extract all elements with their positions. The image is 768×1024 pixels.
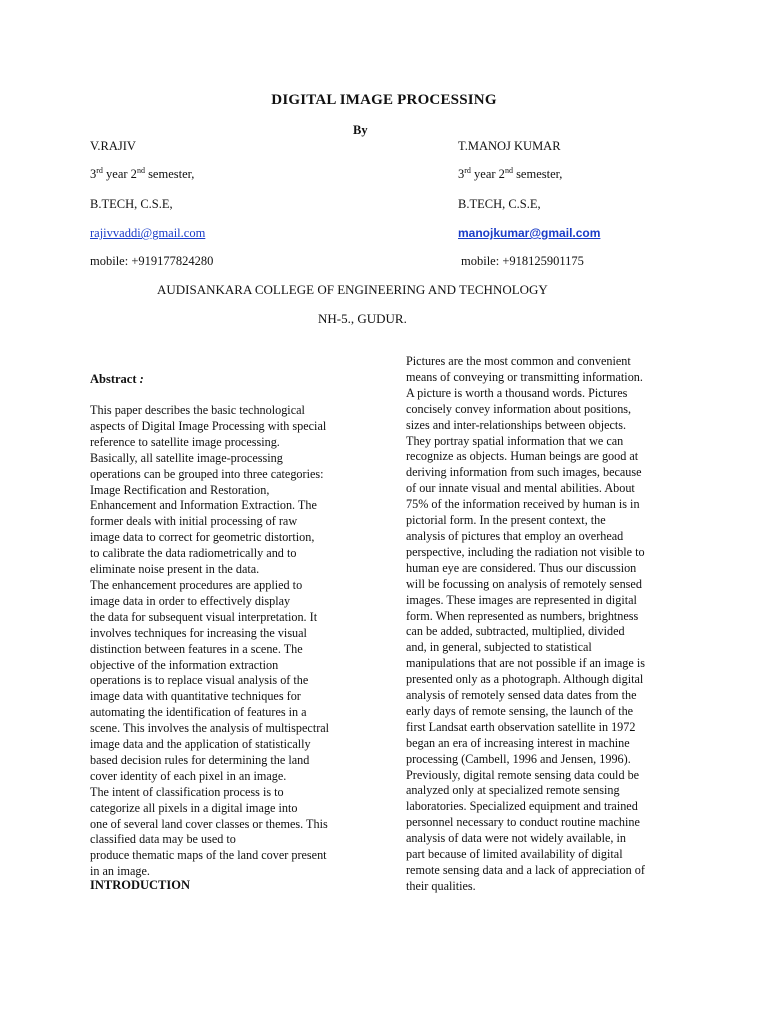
text-line: perspective, including the radiation not visible to bbox=[406, 544, 645, 559]
text-line: first Landsat earth observation satellite in 1972 bbox=[406, 719, 636, 734]
page-title: DIGITAL IMAGE PROCESSING bbox=[271, 92, 497, 108]
introduction-heading: INTRODUCTION bbox=[90, 878, 191, 892]
text-line: laboratories. Specialized equipment and trained bbox=[406, 799, 638, 814]
text-line: The enhancement procedures are applied to bbox=[90, 577, 303, 592]
text-line: based decision rules for determining the land bbox=[90, 752, 310, 767]
text-line: image data with quantitative techniques for bbox=[90, 689, 301, 704]
text-line: Enhancement and Information Extraction. The bbox=[90, 498, 317, 513]
text-line: objective of the information extraction bbox=[90, 657, 279, 672]
text-line: Image Rectification and Restoration, bbox=[90, 482, 270, 497]
text-line: deriving information from such images, because bbox=[406, 465, 642, 480]
text-line: reference to satellite image processing. bbox=[90, 434, 280, 449]
text-line: their qualities. bbox=[406, 878, 476, 893]
introduction-body bbox=[406, 354, 688, 895]
author-left-year: 3rd year 2nd semester, bbox=[90, 166, 195, 181]
text-line: operations is to replace visual analysis of the bbox=[90, 673, 309, 688]
author-left-name: V.RAJIV bbox=[90, 139, 136, 153]
text-line: will be focussing on analysis of remotely sensed bbox=[406, 576, 642, 591]
text-line: sizes and inter-relationships between objects. bbox=[406, 417, 627, 432]
text-line: can be added, subtracted, multiplied, divided bbox=[406, 624, 625, 639]
abstract-heading: Abstract : bbox=[90, 372, 144, 386]
text-line: image data in order to effectively display bbox=[90, 593, 291, 608]
text-line: early days of remote sensing, the launch of the bbox=[406, 703, 634, 718]
text-line: automating the identification of features in a bbox=[90, 705, 307, 720]
text-line: operations can be grouped into three categories: bbox=[90, 466, 324, 481]
text-line: presented only as a photograph. Although digital bbox=[406, 672, 644, 687]
text-line: manipulations that are not possible if an image is bbox=[406, 656, 645, 671]
text-line: produce thematic maps of the land cover present bbox=[90, 848, 327, 863]
text-line: form. When represented as numbers, brightness bbox=[406, 608, 639, 623]
text-line: of our innate visual and mental abilities. About bbox=[406, 481, 635, 496]
text-line: analysis of remotely sensed data dates from the bbox=[406, 688, 637, 703]
text-line: processing (Cambell, 1996 and Jensen, 1996). bbox=[406, 751, 631, 766]
text-line: remote sensing data and a lack of appreciation of bbox=[406, 863, 645, 877]
text-line: classified data may be used to bbox=[90, 832, 236, 847]
text-line: analysis of data were not widely available, in bbox=[406, 831, 626, 846]
text-line: image data and the application of statistically bbox=[90, 737, 311, 752]
text-line: part because of limited availability of digital bbox=[406, 847, 623, 862]
text-line: recognize as objects. Human beings are good at bbox=[406, 449, 639, 464]
author-right-degree: B.TECH, C.S.E, bbox=[458, 197, 541, 211]
text-line: image data to correct for geometric distortion, bbox=[90, 530, 315, 545]
text-line: analysis of pictures that employ an overhead bbox=[406, 528, 624, 543]
college-location: NH-5., GUDUR. bbox=[318, 311, 407, 326]
author-left-degree: B.TECH, C.S.E, bbox=[90, 197, 173, 211]
text-line: analyzed only at specialized remote sensing bbox=[406, 783, 620, 798]
text-line: The intent of classification process is to bbox=[90, 784, 284, 799]
text-line: means of conveying or transmitting information. bbox=[406, 369, 643, 384]
text-line: personnel necessary to conduct routine machine bbox=[406, 815, 640, 830]
college-name: AUDISANKARA COLLEGE OF ENGINEERING AND TECHNOLOGY bbox=[157, 282, 548, 297]
text-line: cover identity of each pixel in an image. bbox=[90, 768, 287, 783]
text-line: eliminate noise present in the data. bbox=[90, 562, 260, 577]
text-line: human eye are considered. Thus our discussion bbox=[406, 560, 637, 575]
text-line: the data for subsequent visual interpretation. It bbox=[90, 609, 318, 624]
text-line: began an era of increasing interest in machine bbox=[406, 735, 630, 750]
text-line: involves techniques for increasing the visual bbox=[90, 625, 307, 640]
text-line: pictorial form. In the present context, the bbox=[406, 513, 606, 528]
abstract-body bbox=[90, 403, 372, 880]
author-right-year: 3rd year 2nd semester, bbox=[458, 166, 563, 181]
by-label: By bbox=[353, 123, 368, 137]
text-line: 75% of the information received by human is in bbox=[406, 497, 640, 512]
author-right-name: T.MANOJ KUMAR bbox=[458, 139, 561, 153]
text-line: in an image. bbox=[90, 864, 150, 879]
text-line: concisely convey information about positions, bbox=[406, 401, 632, 416]
text-line: aspects of Digital Image Processing with special bbox=[90, 418, 327, 433]
text-line: Pictures are the most common and convenient bbox=[406, 354, 631, 368]
text-line: one of several land cover classes or themes. This bbox=[90, 816, 328, 831]
text-line: and, in general, subjected to statistical bbox=[406, 640, 592, 655]
text-line: categorize all pixels in a digital image into bbox=[90, 800, 298, 815]
author-right-mobile: mobile: +918125901175 bbox=[461, 254, 584, 268]
text-line: They portray spatial information that we can bbox=[406, 433, 624, 448]
text-line: Basically, all satellite image-processing bbox=[90, 450, 283, 465]
author-right-email-link[interactable]: manojkumar@gmail.com bbox=[458, 226, 601, 240]
text-line: This paper describes the basic technological bbox=[90, 403, 305, 417]
text-line: images. These images are represented in digital bbox=[406, 592, 637, 607]
author-left-email-link[interactable]: rajivvaddi@gmail.com bbox=[90, 226, 206, 240]
text-line: to calibrate the data radiometrically and to bbox=[90, 546, 297, 561]
text-line: scene. This involves the analysis of multispectral bbox=[90, 721, 330, 736]
text-line: distinction between features in a scene. The bbox=[90, 641, 303, 656]
text-line: Previously, digital remote sensing data could be bbox=[406, 767, 640, 782]
text-line: A picture is worth a thousand words. Pictures bbox=[406, 385, 628, 400]
author-left-mobile: mobile: +919177824280 bbox=[90, 254, 214, 268]
text-line: former deals with initial processing of raw bbox=[90, 514, 298, 529]
